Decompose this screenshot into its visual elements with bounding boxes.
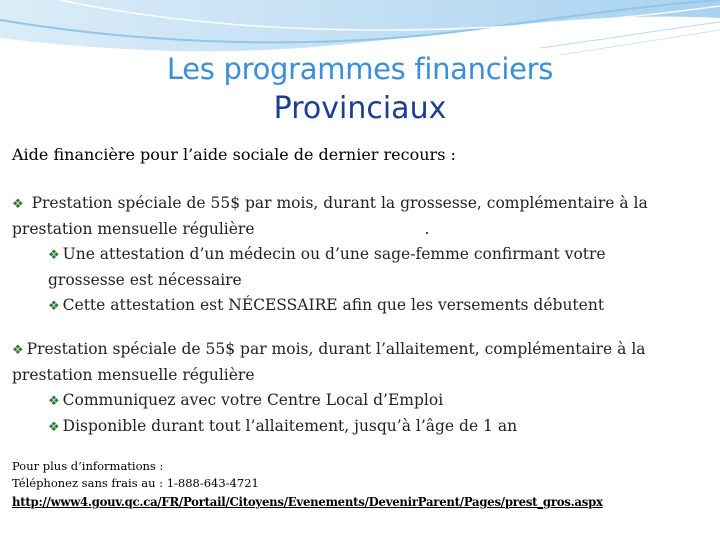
list-subitem: ❖ Une attestation d’un médecin ou d’une sage-femme confirmant votre xyxy=(48,245,606,263)
list-subitem: ❖ Communiquez avec votre Centre Local d’Emploi xyxy=(48,391,444,409)
list-subitem: ❖ Disponible durant tout l’allaitement, jusqu’à l’âge de 1 an xyxy=(48,417,518,435)
phone-number: Téléphonez sans frais au : 1-888-643-4721 xyxy=(12,476,259,490)
info-link[interactable]: http://www4.gouv.qc.ca/FR/Portail/Citoyens/Evenements/DevenirParent/Pages/prest_gros.aspx xyxy=(12,495,603,509)
list-subitem-continuation: grossesse est nécessaire xyxy=(48,271,242,289)
diamond-bullet-icon: ❖ xyxy=(48,394,60,409)
list-subitem: ❖ Cette attestation est NÉCESSAIRE afin que les versements débutent xyxy=(48,296,605,314)
section-subtitle: Aide financière pour l’aide sociale de dernier recours : xyxy=(12,145,456,164)
list-item xyxy=(12,191,712,217)
diamond-bullet-icon: ❖ xyxy=(48,248,60,263)
list-item-text: Prestation spéciale de 55$ par mois, durant l’allaitement, complémentaire à la xyxy=(26,340,646,358)
diamond-bullet-icon: ❖ xyxy=(48,299,60,314)
list-item xyxy=(12,337,712,363)
contact-info xyxy=(12,458,259,492)
diamond-bullet-icon: ❖ xyxy=(12,197,24,212)
list-item-continuation: prestation mensuelle régulière xyxy=(12,366,255,384)
section-allaitement xyxy=(12,337,712,440)
section-grossesse xyxy=(12,191,712,319)
list-item-continuation: prestation mensuelle régulière . xyxy=(12,220,430,238)
list-item-text: Prestation spéciale de 55$ par mois, durant la grossesse, complémentaire à la xyxy=(31,194,648,212)
contact-info-heading: Pour plus d’informations : xyxy=(12,459,164,473)
page-title-line1: Les programmes financiers xyxy=(166,52,554,86)
diamond-bullet-icon: ❖ xyxy=(48,420,60,435)
diamond-bullet-icon: ❖ xyxy=(12,343,24,358)
page-title-line2: Provinciaux xyxy=(273,91,447,126)
